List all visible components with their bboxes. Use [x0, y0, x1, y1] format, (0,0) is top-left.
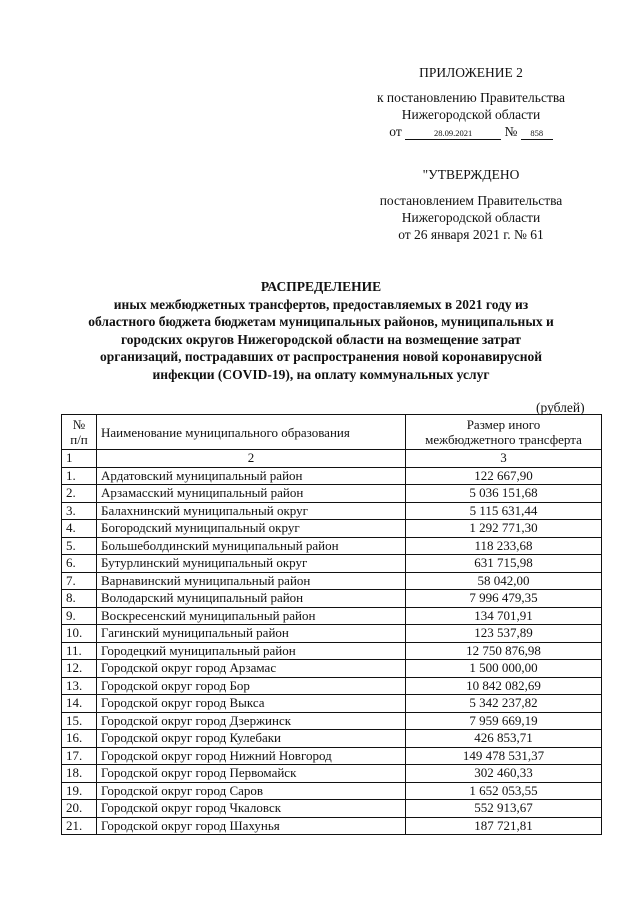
- row-amount: 426 853,71: [406, 730, 602, 748]
- row-amount: 123 537,89: [406, 625, 602, 643]
- row-amount: 58 042,00: [406, 572, 602, 590]
- row-amount: 7 996 479,35: [406, 590, 602, 608]
- transfers-table: [61, 414, 602, 835]
- row-amount: 5 115 631,44: [406, 502, 602, 520]
- row-name: Ардатовский муниципальный район: [97, 467, 406, 485]
- row-number: 9.: [62, 607, 97, 625]
- title-line1: РАСПРЕДЕЛЕНИЕ: [260, 279, 382, 294]
- table-row: [62, 485, 602, 503]
- decree-date: 28.09.2021: [405, 128, 501, 140]
- row-amount: 122 667,90: [406, 467, 602, 485]
- col-num-2: 2: [97, 450, 406, 468]
- row-name: Городской округ город Саров: [97, 782, 406, 800]
- approved-line3: от 26 января 2021 г. № 61: [398, 227, 544, 242]
- row-name: Городской округ город Кулебаки: [97, 730, 406, 748]
- row-name: Балахнинский муниципальный округ: [97, 502, 406, 520]
- row-name: Городецкий муниципальный район: [97, 642, 406, 660]
- document-title: [40, 278, 602, 383]
- row-amount: 149 478 531,37: [406, 747, 602, 765]
- row-number: 19.: [62, 782, 97, 800]
- row-name: Воскресенский муниципальный район: [97, 607, 406, 625]
- table-row: [62, 730, 602, 748]
- row-amount: 118 233,68: [406, 537, 602, 555]
- approved-ref-block: [340, 192, 602, 243]
- row-amount: 5 036 151,68: [406, 485, 602, 503]
- row-number: 3.: [62, 502, 97, 520]
- row-number: 10.: [62, 625, 97, 643]
- row-number: 18.: [62, 765, 97, 783]
- title-line6: инфекции (COVID-19), на оплату коммунальных услуг: [152, 366, 490, 382]
- header-num: № п/п: [62, 415, 97, 450]
- row-name: Володарский муниципальный район: [97, 590, 406, 608]
- row-name: Городской округ город Шахунья: [97, 817, 406, 835]
- row-number: 16.: [62, 730, 97, 748]
- table-row: [62, 660, 602, 678]
- col-num-1: 1: [62, 450, 97, 468]
- table-row: [62, 817, 602, 835]
- table-row: [62, 782, 602, 800]
- row-number: 7.: [62, 572, 97, 590]
- decree-number: 858: [521, 128, 553, 140]
- table-row: [62, 677, 602, 695]
- unit-label: (рублей): [536, 400, 585, 415]
- row-name: Арзамасский муниципальный район: [97, 485, 406, 503]
- row-number: 2.: [62, 485, 97, 503]
- title-line5: организаций, пострадавших от распространения новой коронавирусной: [99, 349, 543, 364]
- appendix-date-line: [340, 123, 602, 140]
- row-name: Городской округ город Бор: [97, 677, 406, 695]
- row-number: 1.: [62, 467, 97, 485]
- row-number: 21.: [62, 817, 97, 835]
- approved-line2: Нижегородской области: [401, 210, 541, 225]
- appendix-ref-block: [340, 89, 602, 140]
- row-number: 15.: [62, 712, 97, 730]
- table-row: [62, 520, 602, 538]
- table-row: [62, 537, 602, 555]
- row-number: 17.: [62, 747, 97, 765]
- row-number: 8.: [62, 590, 97, 608]
- row-name: Богородский муниципальный округ: [97, 520, 406, 538]
- table-row: [62, 695, 602, 713]
- row-name: Большеболдинский муниципальный район: [97, 537, 406, 555]
- row-amount: 1 500 000,00: [406, 660, 602, 678]
- title-line2: иных межбюджетных трансфертов, предоставляемых в 2021 году из: [113, 296, 529, 312]
- table-row: [62, 607, 602, 625]
- table-row: [62, 502, 602, 520]
- header-amount: Размер иного межбюджетного трансферта: [406, 415, 602, 450]
- row-name: Городской округ город Выкса: [97, 695, 406, 713]
- appendix-line1: к постановлению Правительства: [376, 90, 566, 105]
- approved-block: [340, 166, 602, 183]
- row-amount: 5 342 237,82: [406, 695, 602, 713]
- row-name: Гагинский муниципальный район: [97, 625, 406, 643]
- row-number: 14.: [62, 695, 97, 713]
- table-row: [62, 572, 602, 590]
- table-row: [62, 712, 602, 730]
- table-row: [62, 625, 602, 643]
- row-amount: 302 460,33: [406, 765, 602, 783]
- row-number: 11.: [62, 642, 97, 660]
- appendix-title: ПРИЛОЖЕНИЕ 2: [419, 65, 523, 80]
- row-name: Городской округ город Нижний Новгород: [97, 747, 406, 765]
- table-row: [62, 590, 602, 608]
- title-line3: областного бюджета бюджетам муниципальных районов, муниципальных и: [88, 314, 554, 329]
- row-number: 20.: [62, 800, 97, 818]
- row-number: 13.: [62, 677, 97, 695]
- title-line4: городских округов Нижегородской области на возмещение затрат: [120, 331, 522, 347]
- row-name: Городской округ город Дзержинск: [97, 712, 406, 730]
- row-number: 5.: [62, 537, 97, 555]
- table-row: [62, 747, 602, 765]
- table-header-row: [62, 415, 602, 450]
- row-amount: 12 750 876,98: [406, 642, 602, 660]
- row-amount: 1 652 053,55: [406, 782, 602, 800]
- row-number: 4.: [62, 520, 97, 538]
- row-amount: 10 842 082,69: [406, 677, 602, 695]
- row-number: 6.: [62, 555, 97, 573]
- appendix-block: [340, 64, 602, 81]
- row-amount: 631 715,98: [406, 555, 602, 573]
- header-name: Наименование муниципального образования: [97, 415, 406, 450]
- row-number: 12.: [62, 660, 97, 678]
- row-amount: 187 721,81: [406, 817, 602, 835]
- column-number-row: [62, 450, 602, 468]
- row-name: Бутурлинский муниципальный округ: [97, 555, 406, 573]
- table-row: [62, 642, 602, 660]
- from-label: от: [389, 124, 402, 139]
- row-amount: 552 913,67: [406, 800, 602, 818]
- col-num-3: 3: [406, 450, 602, 468]
- table-row: [62, 555, 602, 573]
- table-row: [62, 800, 602, 818]
- appendix-line2: Нижегородской области: [401, 107, 541, 122]
- table-row: [62, 467, 602, 485]
- approved-line1: постановлением Правительства: [379, 193, 563, 208]
- row-name: Городской округ город Чкаловск: [97, 800, 406, 818]
- row-name: Городской округ город Арзамас: [97, 660, 406, 678]
- table-row: [62, 765, 602, 783]
- approved-title: "УТВЕРЖДЕНО: [422, 167, 520, 182]
- row-name: Варнавинский муниципальный район: [97, 572, 406, 590]
- row-amount: 1 292 771,30: [406, 520, 602, 538]
- row-amount: 7 959 669,19: [406, 712, 602, 730]
- number-label: №: [504, 124, 518, 139]
- row-name: Городской округ город Первомайск: [97, 765, 406, 783]
- row-amount: 134 701,91: [406, 607, 602, 625]
